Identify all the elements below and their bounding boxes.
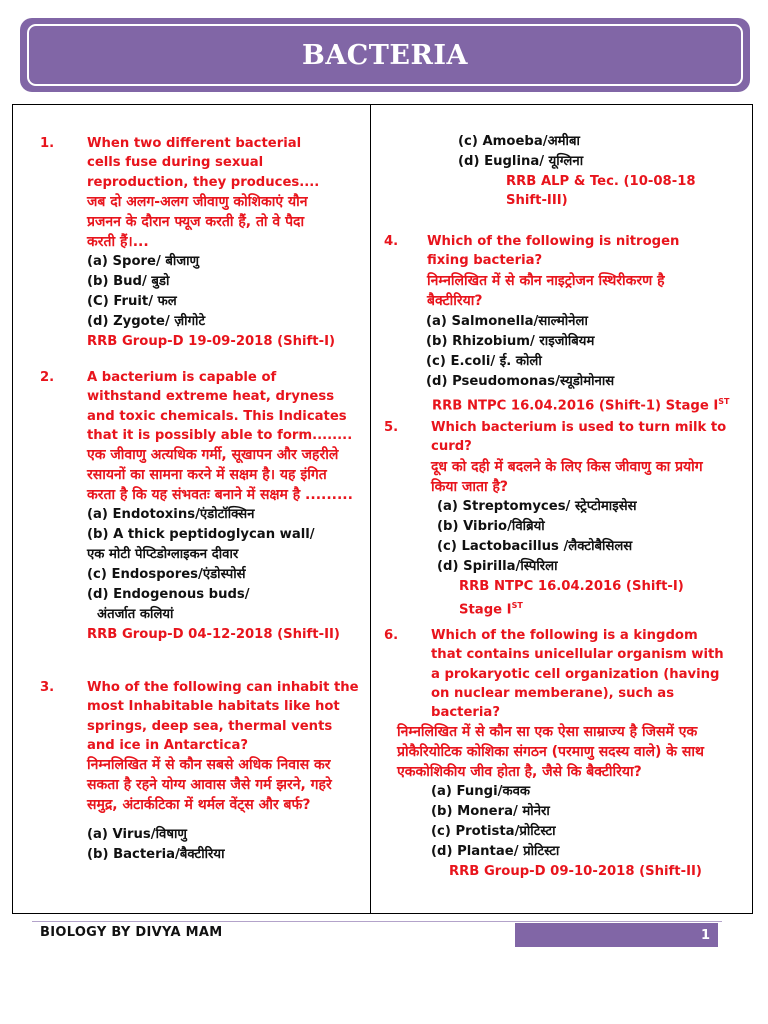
- title-banner: [20, 18, 750, 92]
- page-number: 1: [515, 923, 718, 947]
- option: (c) Lactobacillus /लैक्टोबैसिलस: [437, 538, 633, 554]
- exam-source: RRB Group-D 19-09-2018 (Shift-I): [87, 333, 336, 349]
- title-banner-border: [27, 24, 743, 86]
- question-number: 5.: [384, 420, 399, 435]
- option: (b) Rhizobium/ राइजोबियम: [426, 334, 595, 349]
- option: (a) Streptomyces/ स्ट्रेप्टोमाइसेस: [437, 498, 637, 514]
- question-text-hi: निम्नलिखित में से कौन नाइट्रोजन स्थिरीकरण है बैक्टीरिया?: [427, 272, 665, 309]
- option: (a) Salmonella/साल्मोनेला: [426, 314, 588, 329]
- exam-source: RRB NTPC 16.04.2016 (Shift-I): [459, 578, 684, 594]
- exam-source: RRB ALP & Tec. (10-08-18: [506, 174, 696, 189]
- question-text-en: Which bacterium is used to turn milk to curd?: [431, 420, 727, 455]
- option: (d) Pseudomonas/स्यूडोमोनास: [426, 374, 615, 389]
- option: अंतर्जात कलियां: [97, 607, 174, 623]
- question-text-hi: एक जीवाणु अत्यधिक गर्मी, सूखापन और जहरीले रसायनों का सामना करने में सक्षम है। यह इंगित करता है कि यह संभवतः बनाने में सक्षम है .........: [87, 447, 353, 504]
- question-text-hi: निम्नलिखित में से कौन सा एक ऐसा साम्राज्य है जिसमें एक प्रोकैरियोटिक कोशिका संगठन (परमाणु सदस्य वाले) के साथ एककोशिकीय जीव होता है, जैसे कि बैक्टीरिया?: [397, 724, 704, 780]
- question-number: 2.: [40, 370, 55, 385]
- option: (d) Plantae/ प्रोटिस्टा: [431, 844, 560, 859]
- option: (d) Euglina/ यूग्लिना: [458, 154, 584, 169]
- question-text-en: When two different bacterial cells fuse during sexual reproduction, they produces....: [87, 136, 320, 190]
- column-divider: [370, 104, 371, 914]
- question-number: 3.: [40, 680, 55, 695]
- option: (b) A thick peptidoglycan wall/: [87, 527, 315, 543]
- question-text-hi: दूध को दही में बदलने के लिए किस जीवाणु का प्रयोग किया जाता है?: [431, 458, 703, 495]
- option: (b) Vibrio/विब्रियो: [437, 518, 545, 534]
- question-text-en: Who of the following can inhabit the most Inhabitable habitats like hot springs, deep sea, thermal vents and ice in Antarctica?: [87, 680, 359, 753]
- option: (c) Protista/प्रोटिस्टा: [431, 824, 556, 839]
- option: (C) Fruit/ फल: [87, 293, 177, 309]
- exam-source-text: Stage I: [459, 602, 512, 618]
- question-text-en: Which of the following is nitrogen fixing bacteria?: [427, 234, 680, 269]
- question-text-en: Which of the following is a kingdom that contains unicellular organism with a prokaryotic cell organization (having on nuclear memberane), such as bacteria?: [431, 628, 724, 721]
- exam-source-text: RRB NTPC 16.04.2016 (Shift-1) Stage I: [432, 398, 719, 414]
- option: एक मोटी पेप्टिडोग्लाइकन दीवार: [87, 547, 239, 563]
- option: (a) Virus/विषाणु: [87, 827, 187, 843]
- question-number: 1.: [40, 136, 55, 151]
- question-number: 4.: [384, 234, 399, 249]
- page-title: BACTERIA: [302, 39, 468, 71]
- footer-rule: [32, 921, 722, 922]
- option: (c) Amoeba/अमीबा: [458, 134, 580, 149]
- option: (d) Endogenous buds/: [87, 587, 250, 603]
- exam-source: RRB Group-D 09-10-2018 (Shift-II): [449, 864, 702, 879]
- option: (c) E.coli/ ई. कोली: [426, 354, 542, 369]
- option: (c) Endospores/एंडोस्पोर्स: [87, 567, 246, 583]
- option: (b) Bud/ बुडो: [87, 273, 170, 289]
- option: (b) Monera/ मोनेरा: [431, 804, 550, 819]
- superscript: ST: [718, 397, 730, 406]
- question-text-hi: जब दो अलग-अलग जीवाणु कोशिकाएं यौन प्रजनन के दौरान फ्यूज करती हैं, तो वे पैदा करती हैं।...: [87, 193, 308, 250]
- exam-source: RRB Group-D 04-12-2018 (Shift-II): [87, 627, 340, 643]
- option: (b) Bacteria/बैक्टीरिया: [87, 847, 225, 863]
- option: (a) Fungi/कवक: [431, 784, 531, 799]
- option: (a) Spore/ बीजाणु: [87, 253, 200, 269]
- question-text-en: A bacterium is capable of withstand extreme heat, dryness and toxic chemicals. This Indicates that it is possibly able to form........: [87, 370, 353, 443]
- option: (a) Endotoxins/एंडोटॉक्सिन: [87, 507, 255, 523]
- option: (d) Spirilla/स्पिरिला: [437, 558, 558, 574]
- exam-source: [426, 392, 756, 416]
- question-text-hi: निम्नलिखित में से कौन सबसे अधिक निवास कर सकता है रहने योग्य आवास जैसे गर्म झरने, गहरे समुद्र, अंटार्कटिका में थर्मल वेंट्स और बर्फ?: [87, 757, 332, 814]
- exam-source: [431, 596, 731, 620]
- exam-source: Shift-III): [506, 193, 568, 209]
- footer-author: BIOLOGY BY DIVYA MAM: [40, 925, 223, 940]
- superscript: ST: [511, 600, 523, 610]
- question-number: 6.: [384, 628, 399, 643]
- option: (d) Zygote/ ज़ीगोटे: [87, 313, 206, 329]
